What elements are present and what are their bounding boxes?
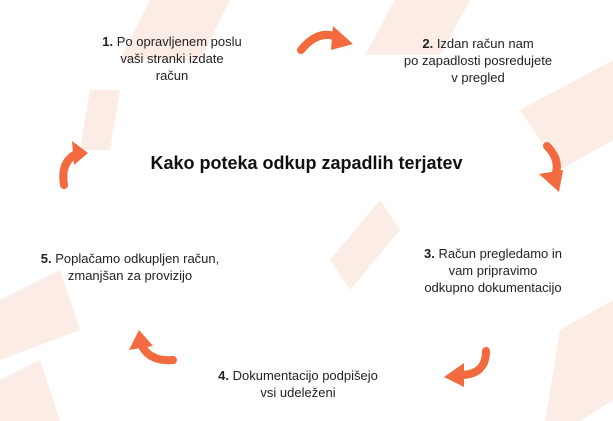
step-text: Poplačamo odkupljen račun, — [55, 251, 220, 266]
step-text: v pregled — [451, 70, 505, 85]
step-text: Dokumentacijo podpišejo — [232, 368, 378, 383]
step-text: Po opravljenem poslu — [116, 34, 242, 49]
step-text: odkupno dokumentacijo — [424, 280, 562, 295]
step-text: račun — [155, 68, 189, 83]
curved-arrow-icon — [125, 328, 180, 368]
step-text: Izdan račun nam — [436, 36, 534, 51]
step-number: 5. — [40, 251, 52, 266]
step-text: vsi udeleženi — [260, 385, 336, 400]
step-number: 1. — [102, 34, 114, 49]
curved-arrow-icon — [295, 22, 355, 62]
step-text: vam pripravimo — [448, 263, 538, 278]
step-number: 4. — [218, 368, 229, 383]
diagram-title: Kako poteka odkup zapadlih terjatev — [150, 153, 463, 173]
step-text: po zapadlosti posredujete — [403, 53, 553, 68]
step-text: Račun pregledamo in — [438, 246, 563, 261]
step-2 — [378, 35, 578, 86]
step-text: vaši stranki izdate — [120, 51, 224, 66]
step-1 — [72, 33, 272, 84]
step-number: 3. — [423, 246, 435, 261]
curved-arrow-icon — [440, 345, 495, 390]
step-5 — [25, 250, 235, 284]
step-text: zmanjšan za provizijo — [67, 268, 193, 283]
curved-arrow-icon — [533, 140, 573, 200]
step-3 — [393, 245, 593, 296]
step-4 — [198, 367, 398, 401]
curved-arrow-icon — [52, 137, 92, 192]
step-number: 2. — [422, 36, 434, 51]
